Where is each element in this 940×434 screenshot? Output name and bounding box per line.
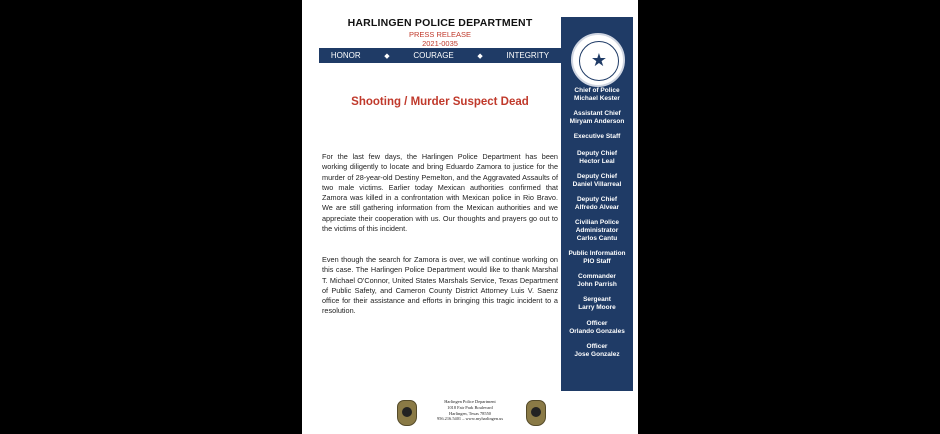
staff-title: Deputy Chief bbox=[576, 173, 618, 180]
staff-name: Hector Leal bbox=[579, 158, 615, 165]
staff-sidebar bbox=[561, 17, 633, 391]
staff-title: Chief of Police bbox=[574, 87, 620, 94]
staff-entry bbox=[561, 133, 633, 141]
staff-entry bbox=[561, 219, 633, 243]
staff-entry bbox=[561, 273, 633, 289]
staff-name: Jose Gonzalez bbox=[574, 351, 620, 358]
staff-title: Executive Staff bbox=[573, 133, 621, 140]
value-courage: COURAGE bbox=[413, 51, 454, 60]
release-headline: Shooting / Murder Suspect Dead bbox=[351, 96, 529, 108]
staff-entry bbox=[561, 343, 633, 359]
diamond-separator-icon: ◆ bbox=[477, 52, 483, 60]
staff-entry bbox=[561, 110, 633, 126]
values-band bbox=[319, 48, 561, 63]
staff-title: Commander bbox=[578, 273, 616, 280]
staff-name: Carlos Cantu bbox=[576, 235, 618, 242]
department-seal-icon: ★ bbox=[571, 33, 625, 87]
footer-line: Harlingen, Texas 78550 bbox=[449, 410, 491, 416]
staff-name: John Parrish bbox=[577, 281, 617, 288]
department-title: HARLINGEN POLICE DEPARTMENT bbox=[347, 17, 533, 29]
body-paragraph-2: Even though the search for Zamora is over, we will continue working on this case. The Harlingen Police Department would like to thank Marshal T. Michael O'Connor, United States Marshals Service, Texas Department of Public Safety, and Cameron County District Attorney Luis V. Saenz office for their assistance and efforts in bringing this tragic incident to a resolution. bbox=[322, 255, 558, 316]
footer-line: 1018 Fair Park Boulevard bbox=[447, 404, 493, 410]
press-release-page bbox=[302, 0, 638, 434]
press-release-label: PRESS RELEASE bbox=[408, 30, 472, 39]
staff-title: Deputy Chief bbox=[576, 196, 618, 203]
staff-entry bbox=[561, 173, 633, 189]
staff-entry bbox=[561, 87, 633, 103]
badge-icon-left bbox=[397, 400, 417, 426]
staff-title: Officer bbox=[586, 320, 608, 327]
staff-title: Public Information bbox=[568, 250, 626, 257]
staff-entry bbox=[561, 250, 633, 266]
badge-icon-right bbox=[526, 400, 546, 426]
footer-address bbox=[416, 399, 524, 422]
staff-name: Miryam Anderson bbox=[569, 118, 625, 125]
staff-name: Daniel Villarreal bbox=[572, 181, 622, 188]
staff-name: Alfredo Alvear bbox=[574, 204, 620, 211]
value-integrity: INTEGRITY bbox=[506, 51, 550, 60]
diamond-separator-icon: ◆ bbox=[384, 52, 390, 60]
body-paragraph-1: For the last few days, the Harlingen Police Department has been working diligently to locate and bring Eduardo Zamora to justice for the murder of 28-year-old Destiny Pemelton, and the Aggravated Assaults of two male victims. Earlier today Mexican authorities confirmed that Zamora was killed in a confrontation with Mexican police in Rio Bravo. We are still gathering information from the Mexican authorities and we appreciate their cooperation with us. Our thoughts and prayers go out to the victims of this incident. bbox=[322, 152, 558, 234]
footer-line: Harlingen Police Department bbox=[444, 399, 496, 404]
staff-title: Sergeant bbox=[583, 296, 611, 303]
footer-line: 956.216.5401 – www.myharlingen.us bbox=[436, 416, 504, 422]
value-honor: HONOR bbox=[330, 51, 361, 60]
staff-entry bbox=[561, 150, 633, 166]
staff-name: Michael Kester bbox=[574, 95, 620, 102]
staff-title: Civilian Police Administrator bbox=[574, 219, 620, 234]
staff-title: Deputy Chief bbox=[576, 150, 618, 157]
staff-title: Officer bbox=[586, 343, 608, 350]
staff-entry bbox=[561, 296, 633, 312]
staff-name: PIO Staff bbox=[583, 258, 611, 265]
staff-title: Assistant Chief bbox=[573, 110, 621, 117]
staff-name: Larry Moore bbox=[578, 304, 616, 311]
staff-entry bbox=[561, 196, 633, 212]
release-number: 2021-0035 bbox=[422, 39, 458, 48]
staff-entry bbox=[561, 320, 633, 336]
staff-name: Orlando Gonzales bbox=[569, 328, 625, 335]
